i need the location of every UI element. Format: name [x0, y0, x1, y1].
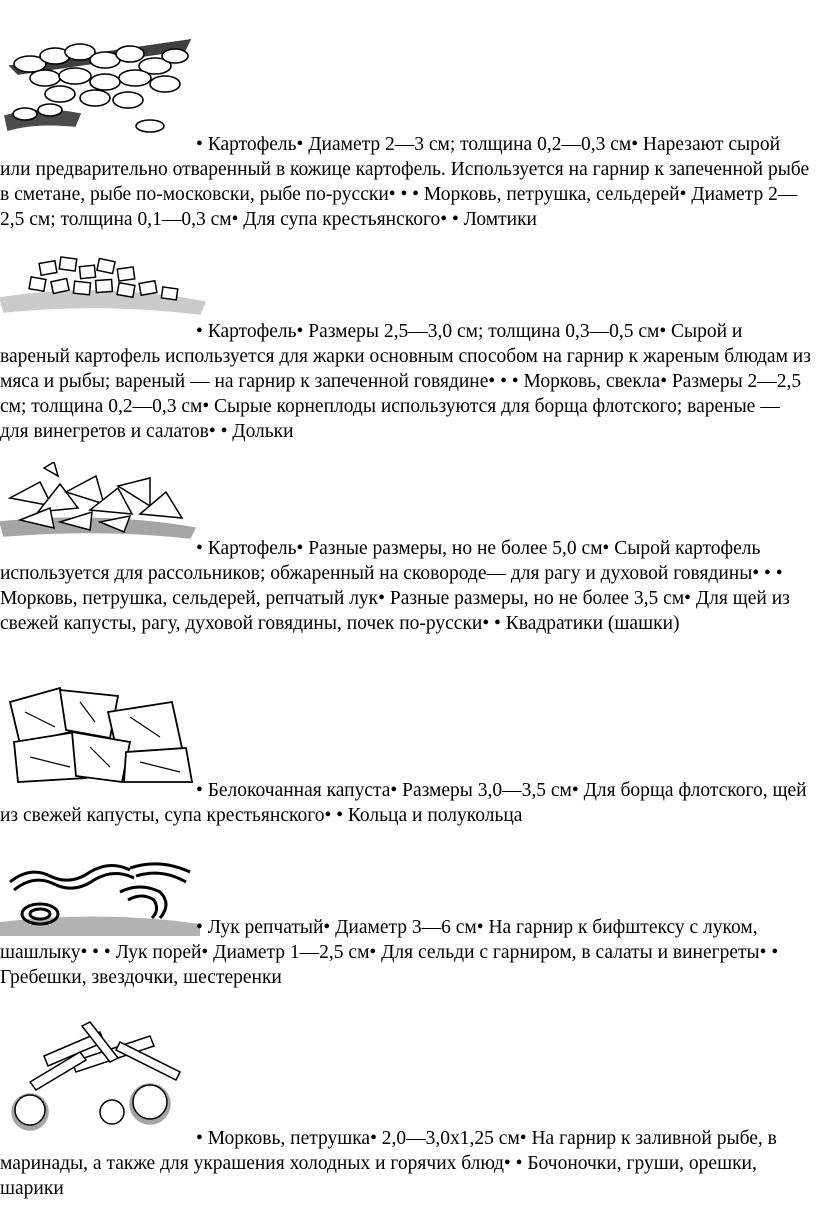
section-text: • Картофель• Диаметр 2—3 см; толщина 0,2—0,3 см• Нарезают сырой или предварительно отваренный в кожице картофель. Используется на гарнир к запеченной рыбе в сметане, рыбе по-московски, рыбе по-русски• • • Морковь, петрушка, сельдерей• Диаметр 2—2,5 см; толщина 0,1—0,3 см• Для супа крестьянского• • Ломтики — [0, 134, 810, 230]
section-text: • Лук репчатый• Диаметр 3—6 см• На гарнир к бифштексу с луком, шашлыку• • • Лук порей• Диаметр 1—2,5 см• Для сельди с гарниром, в салаты и винегреты• • Гребешки, звездочки, шестеренки — [0, 917, 779, 988]
section-text: • Картофель• Размеры 2,5—3,0 см; толщина 0,3—0,5 см• Сырой и вареный картофель используется для жарки основным способом на гарнир к жареным блюдам из мяса и рыбы; вареный — на гарнир к запеченной говядине• • • Морковь, свекла• Размеры 2—2,5 см; толщина 0,2—0,3 см• Сырые корнеплоды используются для борща флотского; вареные — для винегретов и салатов• • Дольки — [0, 321, 811, 442]
section-onion-rings — [0, 852, 816, 1002]
section-cabbage-squares — [0, 682, 816, 842]
cabbage-squares-illustration — [0, 682, 200, 786]
section-potato-wedges — [0, 462, 816, 662]
sliced-potato-rounds-illustration — [0, 26, 200, 138]
section-text: • Морковь, петрушка• 2,0—3,0х1,25 см• На гарнир к заливной рыбе, в маринады, а также для украшения холодных и горячих блюд• • Бочоночки, груши, орешки, шарики — [0, 1128, 777, 1199]
carved-vegetables-illustration — [0, 1012, 200, 1132]
section-carved-vegetables — [0, 1012, 816, 1212]
section-potato-slices — [0, 252, 816, 442]
section-text: • Белокочанная капуста• Размеры 3,0—3,5 см• Для борща флотского, щей из свежей капусты, супа крестьянского• • Кольца и полукольца — [0, 780, 807, 826]
section-text: • Картофель• Разные размеры, но не более 5,0 см• Сырой картофель используется для рассольников; обжаренный на сковороде— для рагу и духовой говядины• • • Морковь, петрушка, сельдерей, репчатый лук• Разные размеры, но не более 3,5 см• Для щей из свежей капусты, рагу, духовой говядины, почек по-русски• • Квадратики (шашки) — [0, 538, 790, 634]
section-potato-slices-round — [0, 26, 816, 230]
potato-wedges-illustration — [0, 462, 200, 546]
